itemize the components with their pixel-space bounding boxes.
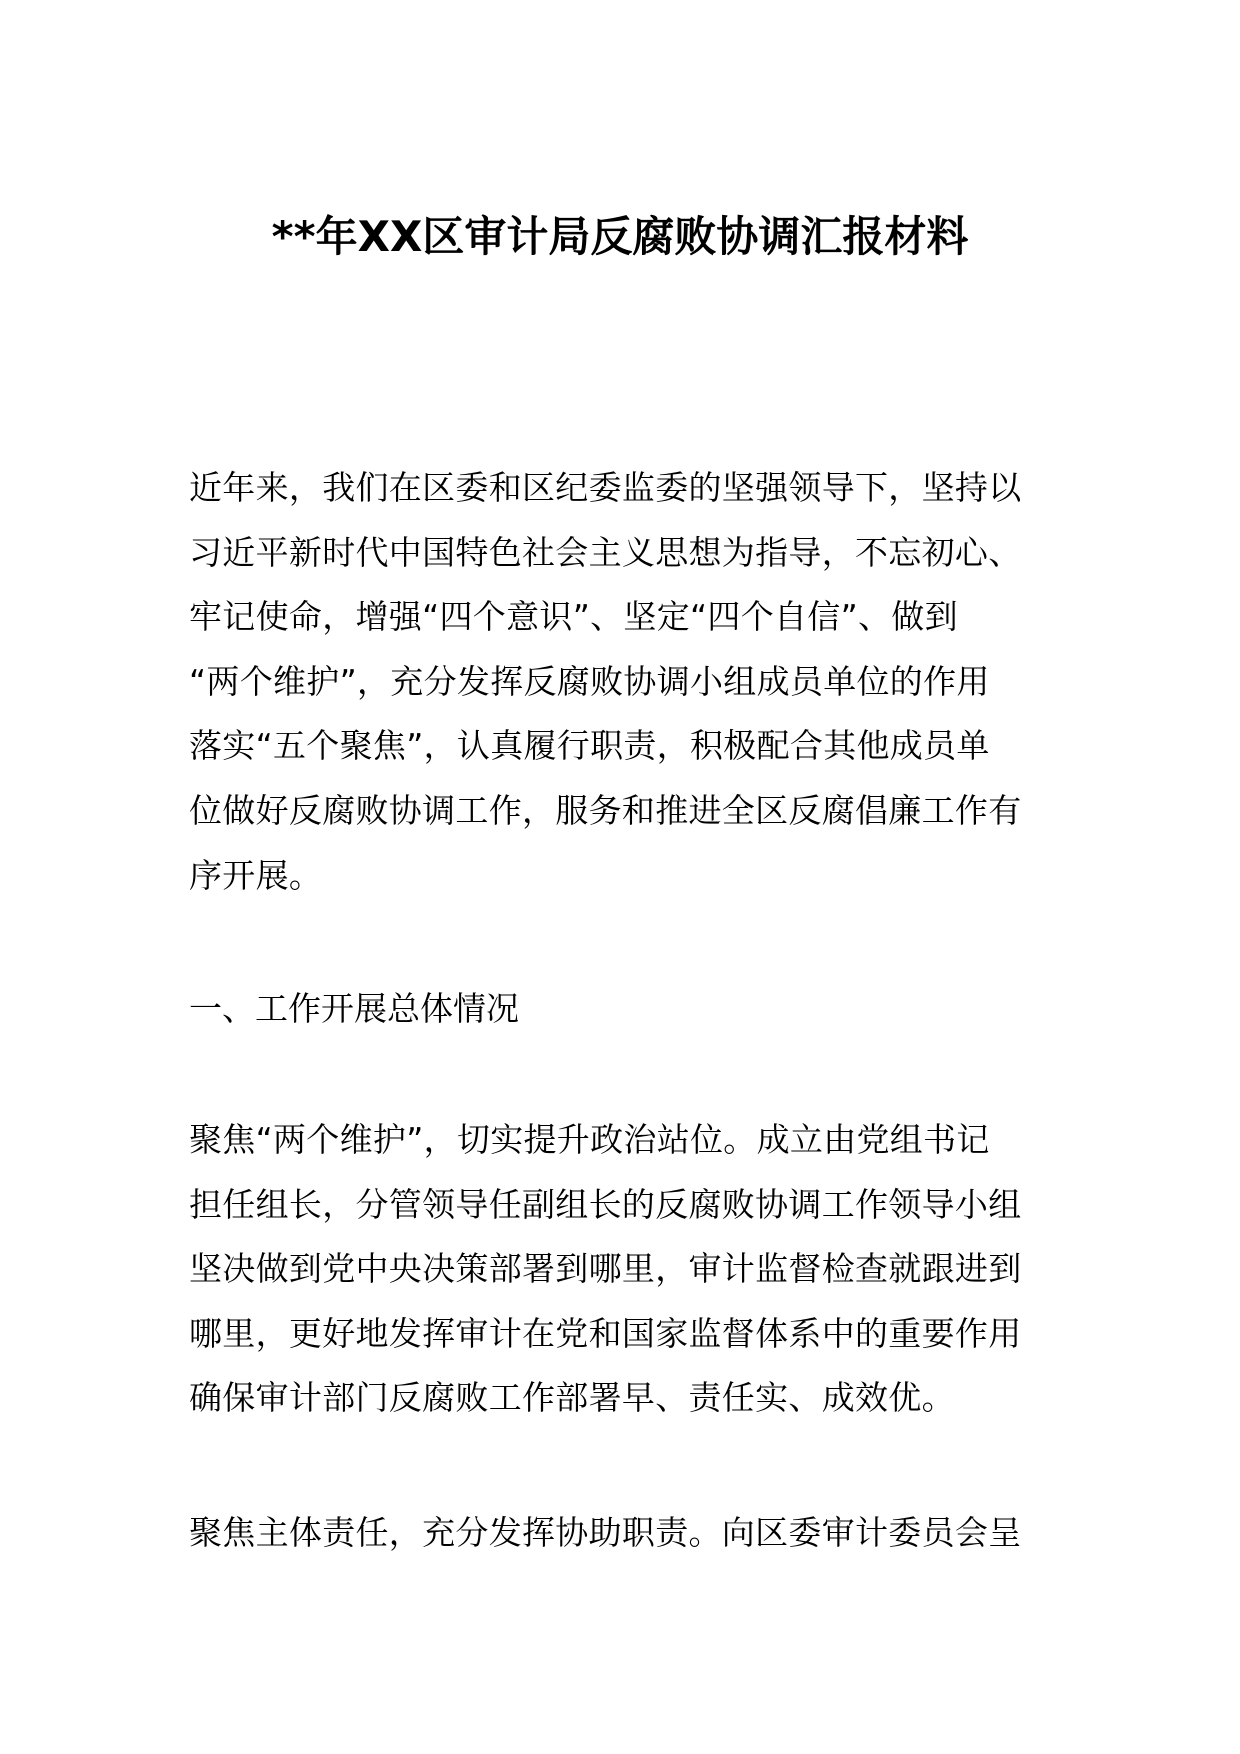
text-line: 哪里，更好地发挥审计在党和国家监督体系中的重要作用 — [189, 1313, 1022, 1353]
text-line: 近年来，我们在区委和区纪委监委的坚强领导下，坚持以 — [189, 468, 1022, 507]
paragraph-main-responsibility — [189, 1501, 1060, 1566]
text-line: 确保审计部门反腐败工作部署早、责任实、成效优。 — [189, 1378, 955, 1418]
text-line: 序开展。 — [189, 855, 323, 895]
section-heading: 一、工作开展总体情况 — [189, 989, 519, 1028]
text-line: 聚焦“两个维护”，切实提升政治站位。成立由党组书记 — [189, 1120, 990, 1159]
text-line: 聚焦主体责任，充分发挥协助职责。向区委审计委员会呈 — [189, 1513, 1022, 1552]
text-line: “两个维护”，充分发挥反腐败协调小组成员单位的作用 — [189, 661, 990, 701]
text-line: 牢记使命，增强“四个意识”、坚定“四个自信”、做到 — [189, 597, 958, 637]
paragraph-two-safeguards — [189, 1108, 1060, 1431]
text-line: 坚决做到党中央决策部署到哪里，审计监督检查就跟进到 — [189, 1249, 1022, 1289]
text-line: 担任组长，分管领导任副组长的反腐败协调工作领导小组 — [189, 1184, 1022, 1224]
text-line: 习近平新时代中国特色社会主义思想为指导，不忘初心、 — [189, 532, 1022, 572]
document-title: **年XX区审计局反腐败协调汇报材料 — [271, 212, 969, 261]
text-line: 落实“五个聚焦”，认真履行职责，积极配合其他成员单 — [189, 726, 990, 766]
text-line: 位做好反腐败协调工作，服务和推进全区反腐倡廉工作有 — [189, 790, 1022, 830]
paragraph-intro — [189, 456, 1060, 908]
